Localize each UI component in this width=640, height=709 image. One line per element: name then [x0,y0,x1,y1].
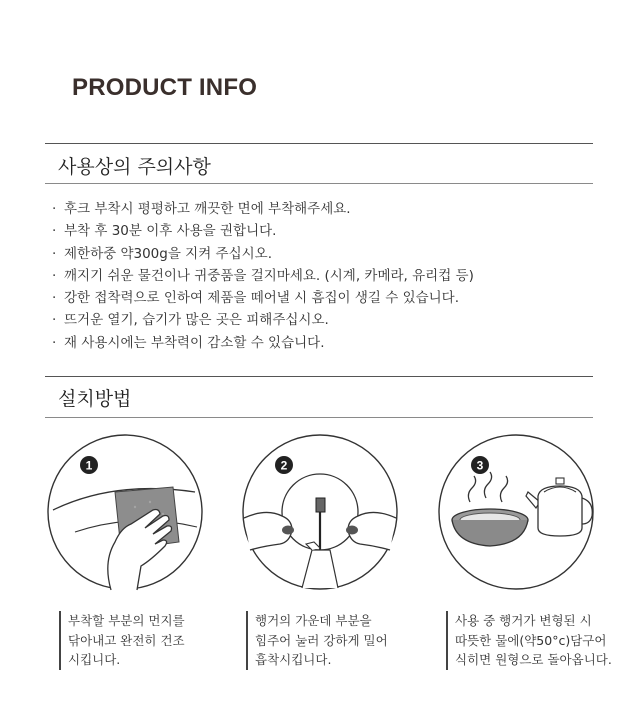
warm-water-icon [436,432,596,592]
install-step-2 [240,432,400,592]
install-step-3 [436,432,596,592]
list-item: · 강한 접착력으로 인하여 제품을 떼어낼 시 흠집이 생길 수 있습니다. [52,290,460,307]
step-description: 사용 중 행거가 변형된 시 따뜻한 물에(약50°c)담구어 식히면 원형으로 돌아옵니다. [446,611,612,670]
list-item: · 뜨거운 열기, 습기가 많은 곳은 피해주십시오. [52,312,329,329]
step-number: 3 [476,458,484,473]
divider [45,143,593,144]
press-hook-icon [240,432,400,592]
step-number: 1 [85,458,93,473]
list-item: · 재 사용시에는 부착력이 감소할 수 있습니다. [52,334,325,351]
list-item: · 제한하중 약300g을 지켜 주십시오. [52,245,272,262]
step-description: 행거의 가운데 부분을 힘주어 눌러 강하게 밀어 흡착시킵니다. [246,611,388,670]
list-item: · 후크 부착시 평평하고 깨끗한 면에 부착해주세요. [52,201,351,217]
install-step-1 [45,432,205,592]
divider [45,417,593,418]
list-item: · 부착 후 30분 이후 사용을 권합니다. [52,223,277,240]
cautions-list [52,198,474,354]
step-number: 2 [280,458,288,473]
wiping-cloth-icon [45,432,205,592]
step-description: 부착할 부분의 먼지를 닦아내고 완전히 건조 시킵니다. [59,611,185,670]
section-heading-cautions: 사용상의 주의사항 [58,156,211,178]
list-item: · 깨지기 쉬운 물건이나 귀중품을 걸지마세요. (시계, 카메라, 유리컵 등) [52,267,474,284]
section-heading-install: 설치방법 [58,388,132,410]
divider [45,183,593,184]
divider [45,376,593,377]
page-title: PRODUCT INFO [72,74,258,101]
